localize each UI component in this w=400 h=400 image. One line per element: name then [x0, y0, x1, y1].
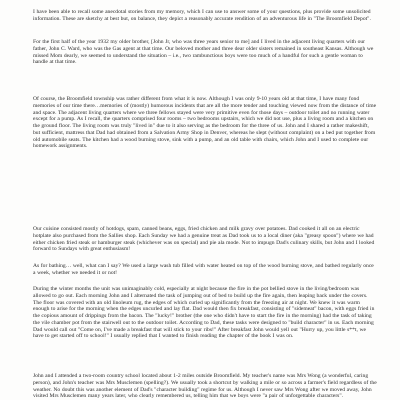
- paragraph-cuisine: Our cuisine consisted mostly of hotdogs, spam, canned beans, eggs, fried chicken and milk gravy over potatoes. Dad cooked it all on an electric hotplate also purchased from the Sallies shop. Each Sunday we had a genuine treat as Dad took us to a local diner (aka "greasy spoon") where we had either chicken fried steak or hamburger steak (whichever was on special) and pie ala mode. Not to impugn Dad's culinary skills, but John and I looked forward to Sundays with great enthusiasm!: [33, 226, 375, 253]
- paragraph-winter-mornings: During the winter months the unit was unimaginably cold, especially at night because the fire in the pot bellied stove in the living/bedroom was allowed to go out. Each morning John and I alternated the task of jumping out of bed to build up the fire again, then leaping back under the covers. The floor was covered with an old linoleum rug, the edges of which curled up significantly from the freezing air at night. We knew it was warm enough to arise for the morning when the edges uncurled and lay flat. Dad would then fix breakfast, consisting of "sidemeat" bacon, with eggs fried in the copious amount of drippings from the bacon. The "lucky!" brother (the one who didn't have to start the fire in the morning) had the task of taking the vile chamber pot from the stairwell out to the outdoor toilet. According to Dad, these tasks were designed to "build character" in us. Each morning Dad would call out "Come on, I've made a breakfast that will stick to your ribs!" After breakfast John would yell out "Hurry up, you little s**t, we have to get started off to school!" I usually replied that I wanted to finish reading the chapter of the book I was on.: [33, 286, 375, 340]
- paragraph-1932-household: For the first half of the year 1932 my older brother, [John Jr, who was three years senior to me] and I lived in the adjacent living quarters with our father, John C. Ward, who was the Gas agent at that time. Our beloved mother and three dear older sisters remained in southeast Kansas. Although we missed Mom dearly, we seemed to understand the situation – i.e., two rambunctious boys were too much of a handful for such a gentle woman to handle at that time.: [33, 39, 374, 66]
- paragraph-school: John and I attended a two-room country school located about 1-2 miles outside Broomfield. My teacher's name was Mrs Wong (a wonderful, caring person), and John's teacher was Mrs Musclemen (spelling?). We usually took a shortcut by walking a mile or so across a farmer's field regardless of the weather. No doubt this was another element of Dad's "character building" regime for us. Although I never saw Mrs Wong after we moved away, John visited Mrs Musclemen many years later, who clearly remembered us, telling him that we boys were "a pair of unforgettable characters".: [33, 373, 377, 400]
- paragraph-intro: I have been able to recall some anecdotal stories from my memory, which I can use to answer some of your questions, plus provide some unsolicited information. These are sketchy at best but, on balance, they depict a reasonably accurate rendition of an adventurous life in "The Broomfield Depot".: [33, 9, 371, 22]
- paragraph-living-quarters: Of course, the Broomfield township was rather different from what it is now. Although I was only 9-10 years old at that time, I have many fond memories of our time there…memories of (mostly) humorous incidents that are all the more tender and touching viewed now from the distance of time and space. The adjacent living quarters where we three fellows stayed were very primitive even for those days – outdoor toilet and no running water except for a pump. As I recall, the quarters comprised four rooms – two bedrooms upstairs, which we did not use, plus a living room and a kitchen on the ground floor. The living room was truly "lived in" due to it also serving as the bedroom for the three of us. John and I shared a rather makeshift, but sufficient, mattress that Dad had obtained from a Salvation Army Shop in Denver, whereas he slept (without complaint) on a bed put together from old automobile seats. The kitchen had a wood burning stove, sink with a pump, and an old table with chairs, which John and I used to complete our homework assignments.: [33, 96, 377, 150]
- paragraph-bathing: As for bathing… well, what can I say? We used a large wash tub filled with water heated on top of the wood burning stove, and bathed regularly once a week, whether we needed it or not!: [33, 263, 374, 276]
